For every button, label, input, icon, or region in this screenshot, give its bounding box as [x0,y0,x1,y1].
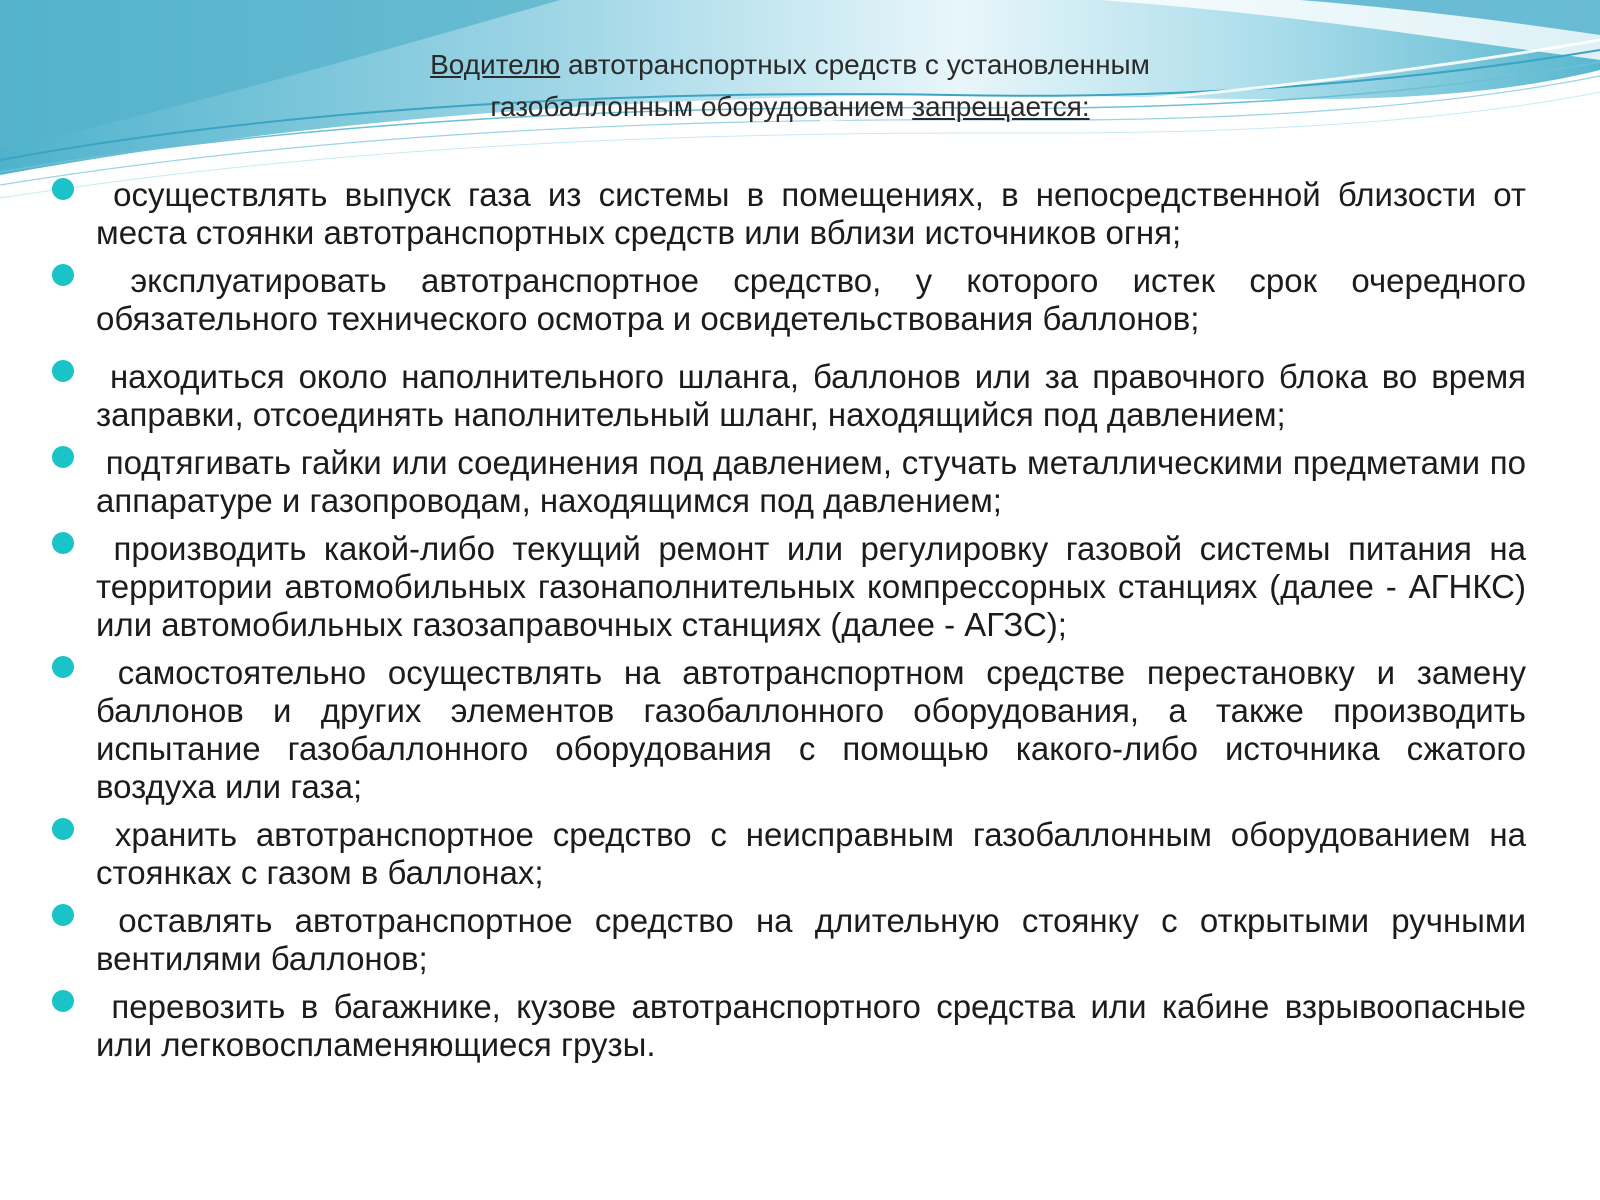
list-item [48,176,1526,252]
list-item [48,654,1526,806]
bullet-icon [52,904,74,926]
list-item-text: перевозить в багажнике, кузове автотранспортного средства или кабине взрывоопасные или легковоспламеняющиеся грузы. [96,988,1526,1063]
title-underlined-word: Водителю [430,49,561,80]
title-line-1-text: автотранспортных средств с установленным [560,49,1150,80]
list-item-text: производить какой-либо текущий ремонт или регулировку газовой системы питания на территории автомобильных газонаполнительных компрессорных станциях (далее - АГНКС) или автомобильных газозаправочных станциях (далее - АГЗС); [96,530,1526,643]
bullet-icon [52,532,74,554]
bullet-icon [52,178,74,200]
list-item-text: самостоятельно осуществлять на автотранспортном средстве перестановку и замену баллонов и других элементов газобаллонного оборудования, а также производить испытание газобаллонного оборудования с помощью какого-либо источника сжатого воздуха или газа; [96,654,1526,805]
slide-title [300,44,1280,128]
list-item [48,902,1526,978]
bullet-icon [52,264,74,286]
bullet-icon [52,818,74,840]
list-item-text: эксплуатировать автотранспортное средство, у которого истек срок очередного обязательного технического осмотра и освидетельствования баллонов; [96,262,1526,337]
list-item [48,988,1526,1064]
list-item [48,816,1526,892]
list-item [48,262,1526,338]
list-item [48,530,1526,644]
list-item [48,444,1526,520]
list-item [48,358,1526,434]
bullet-icon [52,360,74,382]
title-underlined-prohibited: запрещается: [912,91,1090,122]
bullet-icon [52,446,74,468]
title-line-2 [300,86,1280,128]
list-item-text: оставлять автотранспортное средство на длительную стоянку с открытыми ручными вентилями баллонов; [96,902,1527,977]
title-line-1 [300,44,1280,86]
list-item-text: хранить автотранспортное средство с неисправным газобаллонным оборудованием на стоянках с газом в баллонах; [96,816,1526,891]
list-item-text: подтягивать гайки или соединения под давлением, стучать металлическими предметами по аппаратуре и газопроводам, находящимся под давлением; [96,444,1527,519]
bullet-icon [52,656,74,678]
list-item-text: осуществлять выпуск газа из системы в помещениях, в непосредственной близости от места стоянки автотранспортных средств или вблизи источников огня; [96,176,1526,251]
prohibition-list [48,176,1526,1074]
list-item-text: находиться около наполнительного шланга, баллонов или за правочного блока во время заправки, отсоединять наполнительный шланг, находящийся под давлением; [96,358,1527,433]
title-line-2-text: газобаллонным оборудованием [490,91,913,122]
bullet-icon [52,990,74,1012]
